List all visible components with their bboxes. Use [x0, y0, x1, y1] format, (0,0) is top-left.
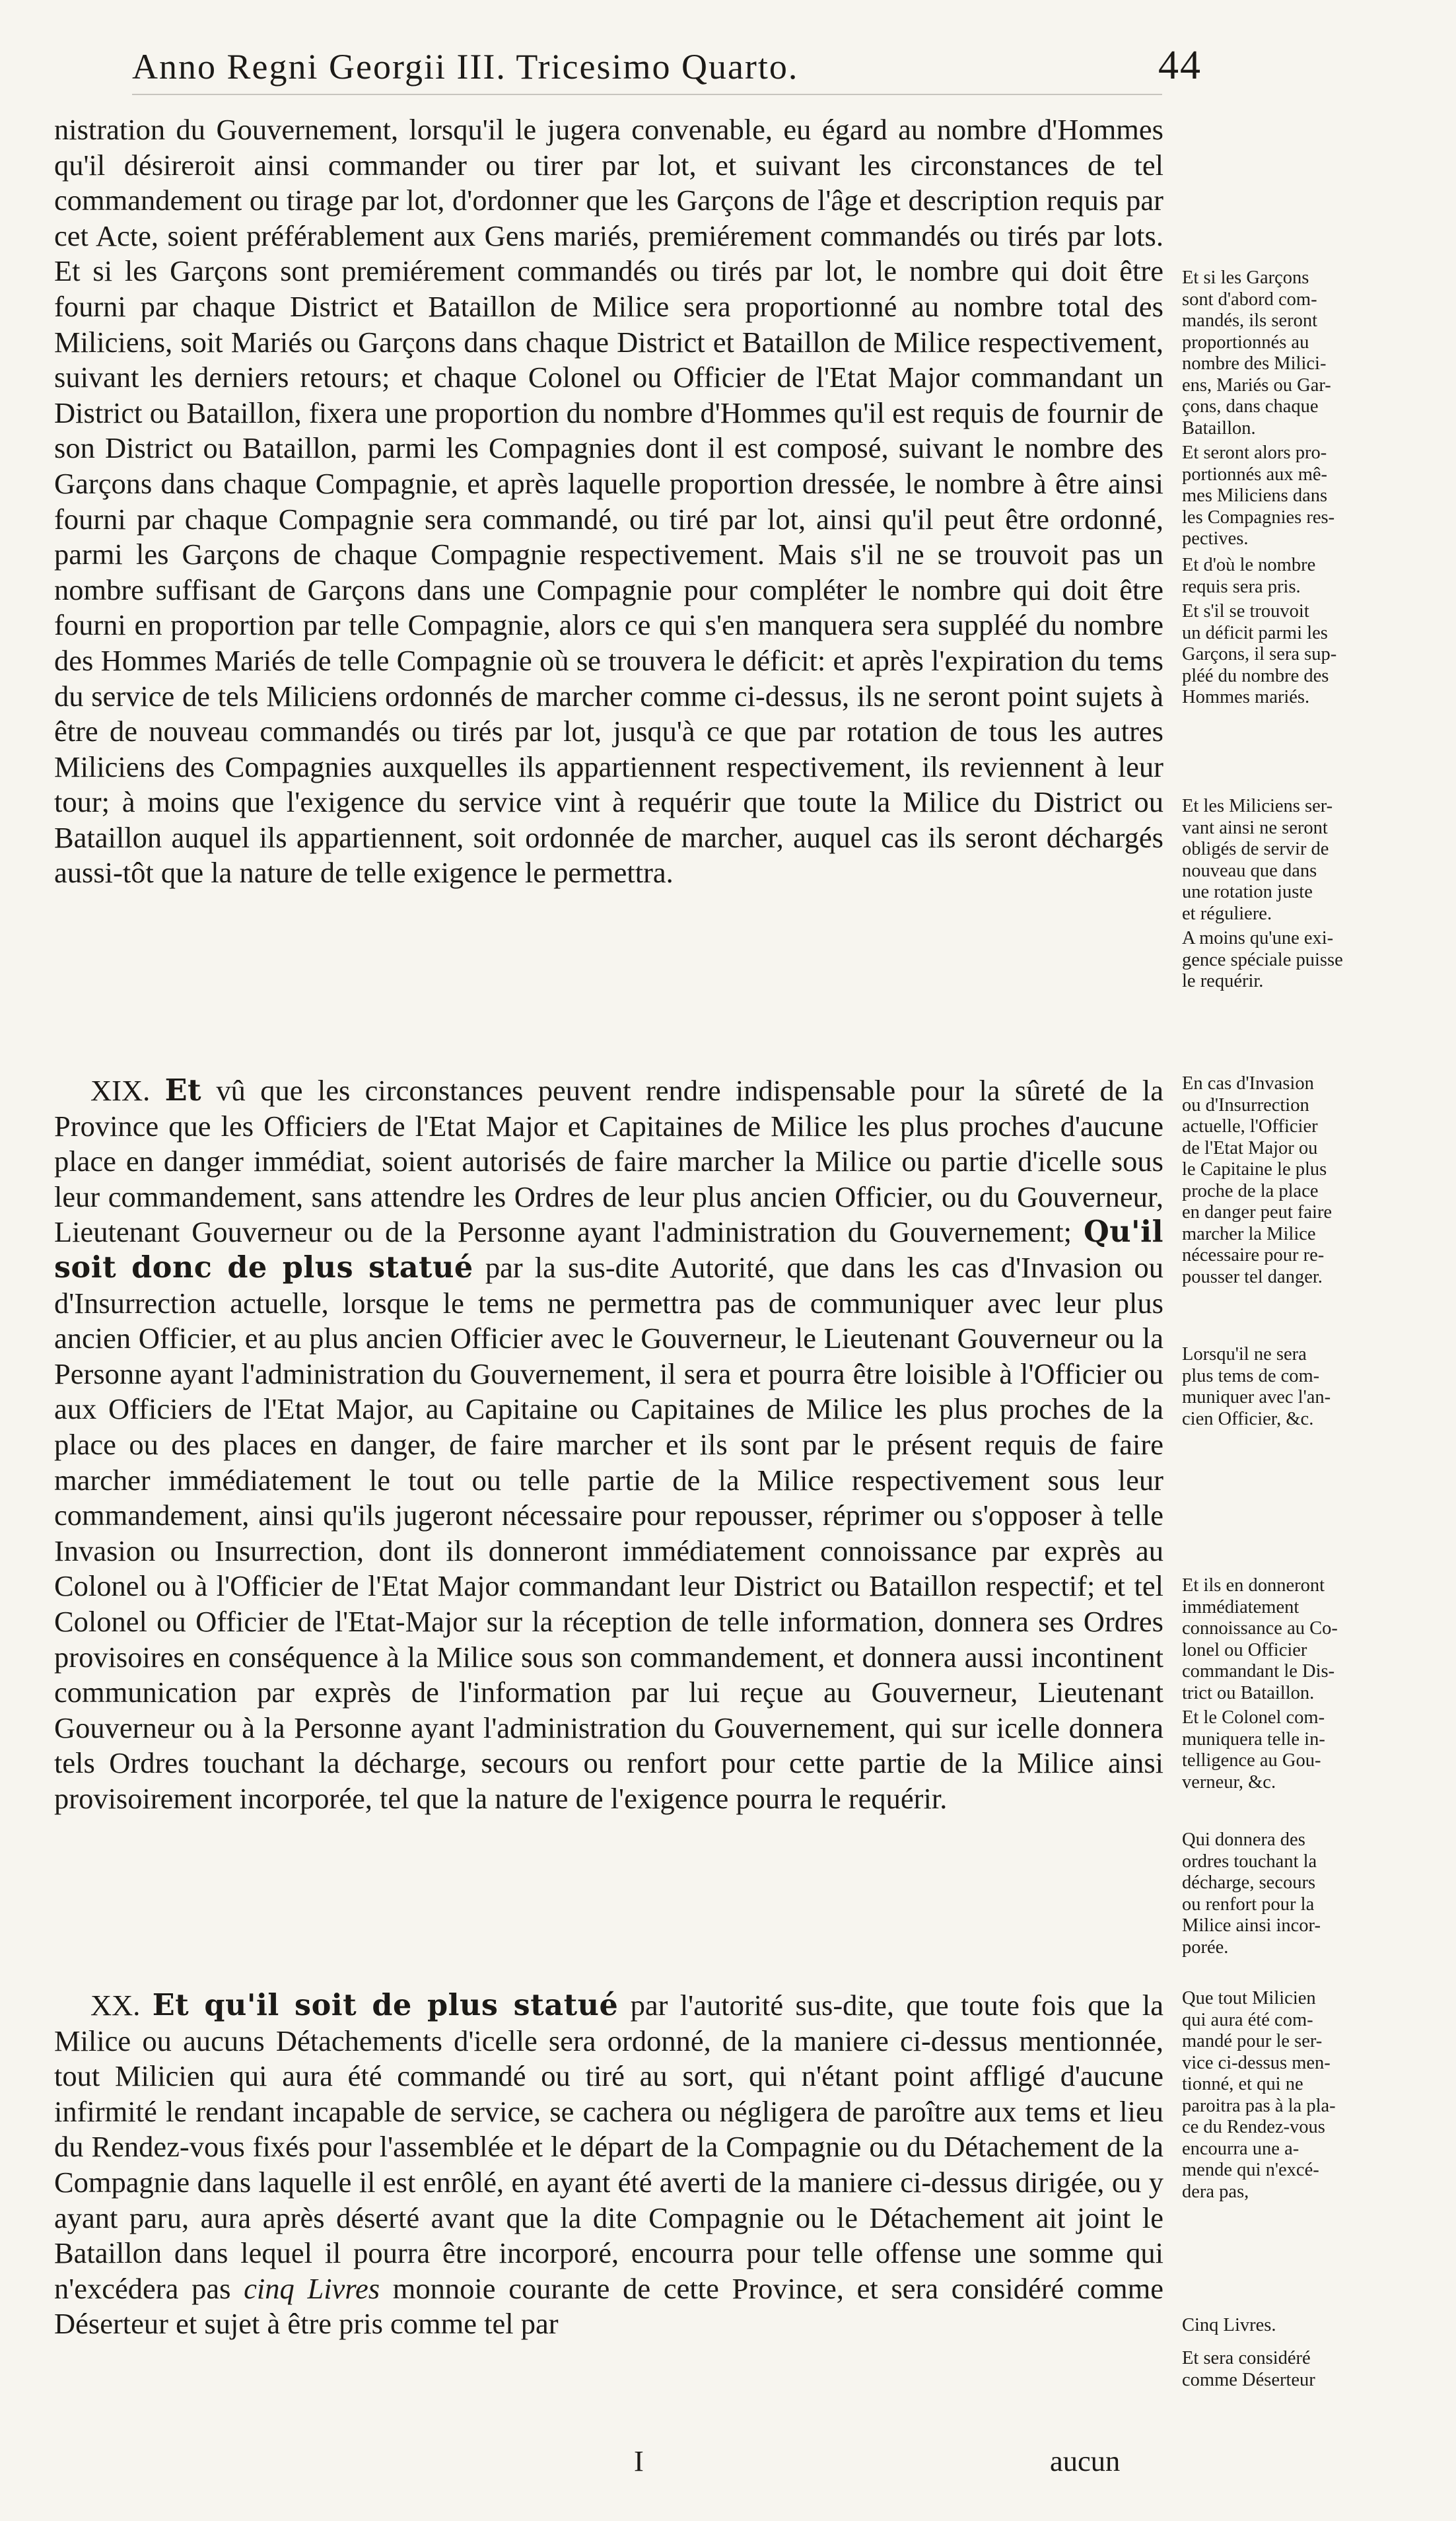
section-xix-paragraph — [54, 1073, 1163, 1816]
section-xx — [54, 1988, 1163, 2444]
sidenote-line: le Capitaine le plus — [1182, 1159, 1327, 1180]
section-xix-text: par la sus-dite Autorité, que dans les cas d'Invasion ou d'Insurrection actuelle, lorsque le tems ne permettra pas de communiquer avec leur plus ancien Officier, et au plus ancien Officier avec le Gouverneur, le Lieutenant Gouverneur ou la Personne ayant l'administration du Gouvernement, il sera et pourra être loisible à l'Officier ou aux Officiers de l'Etat Major, au Capitaine ou Capitaines de Milice les plus proches de la place ou des places en danger, de faire marcher et ils sont par le présent requis de faire marcher immédiatement le tout ou telle partie de la Milice respectivement sous leur commandement, ainsi qu'ils jugeront nécessaire pour repousser, réprimer ou s'opposer à telle Invasion ou Insurrection, dont ils donneront immédiatement connoissance par exprès au Colonel ou à l'Officier de l'Etat Major commandant leur District ou Bataillon respectif; et tel Colonel ou Officier de l'Etat-Major sur la réception de telle information, donnera ses Ordres provisoires en conséquence à la Milice sous son commandement, et donnera aussi incontinent communication par exprès de l'information par lui reçue au Gouverneur, Lieutenant Gouverneur ou à la Personne ayant l'administration du Gouvernement, qui sur icelle donnera tels Ordres touchant la décharge, secours ou renfort pour cette partie de la Milice ainsi provisoirement incorporée, tel que la nature de l'exigence pourra le requérir. — [54, 1250, 1163, 1815]
sidenote-colonel-communique — [1182, 1707, 1406, 1793]
sidenote-connoissance — [1182, 1575, 1406, 1704]
sidenote-line: Hommes mariés. — [1182, 687, 1310, 707]
sidenote-line: Lorsqu'il ne sera — [1182, 1344, 1307, 1365]
sidenote-line: sont d'abord com- — [1182, 289, 1317, 310]
section-xix — [54, 1073, 1163, 1981]
sidenote-line: Et sera considéré — [1182, 2348, 1311, 2368]
sidenote-line: ou d'Insurrection — [1182, 1094, 1309, 1116]
sidenote-line: ce du Rendez-vous — [1182, 2117, 1325, 2137]
sidenote-line: pectives. — [1182, 528, 1249, 549]
sidenote-line: muniquer avec l'an- — [1182, 1387, 1331, 1407]
signature-mark: I — [634, 2444, 644, 2477]
section-xx-enacting-clause: Et qu'il soit de plus statué — [152, 1988, 619, 2022]
sidenote-line: Et le Colonel com- — [1182, 1707, 1325, 1728]
page-number: 44 — [1158, 43, 1202, 88]
sidenote-line: Et si les Garçons — [1182, 267, 1309, 288]
sidenote-line: mes Miliciens dans — [1182, 485, 1328, 506]
section-number-xx: XX. — [90, 1989, 141, 2022]
sidenote-line: muniquera telle in- — [1182, 1728, 1325, 1750]
sidenote-line: trict ou Bataillon. — [1182, 1682, 1315, 1703]
sidenote-line: paroitra pas à la pla- — [1182, 2095, 1336, 2116]
sidenote-garcons-proportion — [1182, 267, 1406, 439]
sidenote-line: Que tout Milicien — [1182, 1988, 1316, 2008]
sidenote-line: nombre des Milici- — [1182, 353, 1327, 374]
sidenote-nombre-requis — [1182, 555, 1406, 598]
running-header — [132, 40, 1202, 92]
sidenote-line: de l'Etat Major ou — [1182, 1137, 1318, 1158]
sidenote-line: verneur, &c. — [1182, 1771, 1276, 1793]
sidenote-line: qui aura été com- — [1182, 2009, 1313, 2030]
sidenote-line: Milice ainsi incor- — [1182, 1915, 1321, 1936]
sidenote-line: Et les Miliciens ser- — [1182, 796, 1333, 816]
catchword: aucun — [1050, 2444, 1121, 2477]
sidenote-cinq-livres — [1182, 2315, 1406, 2337]
sidenote-line: mandé pour le ser- — [1182, 2031, 1323, 2051]
sidenote-line: les Compagnies res- — [1182, 507, 1335, 528]
sidenote-line: mandés, ils seront — [1182, 310, 1318, 331]
sidenote-line: en danger peut faire — [1182, 1202, 1333, 1223]
sidenote-line: actuelle, l'Officier — [1182, 1116, 1318, 1137]
section-number-xix: XIX. — [90, 1074, 151, 1107]
sidenote-line: vant ainsi ne seront — [1182, 817, 1328, 838]
sidenote-line: connoissance au Co- — [1182, 1618, 1338, 1639]
sidenote-line: En cas d'Invasion — [1182, 1073, 1314, 1094]
sidenote-line: nouveau que dans — [1182, 860, 1317, 881]
main-text-continuation — [54, 112, 1163, 1040]
sidenote-line: proportionnés au — [1182, 332, 1309, 353]
sidenote-line: une rotation juste — [1182, 882, 1313, 902]
sidenote-line: mende qui n'excé- — [1182, 2160, 1319, 2180]
section-xx-text: par l'autorité sus-dite, que toute fois que la Milice ou aucuns Détachements d'icelle sera ordonné, de la maniere ci-dessus mentionnée, tout Milicien qui aura été commandé ou tiré au sort, qui n'étant point affligé d'aucune infirmité le rendant incapable de service, se cachera ou négligera de paroître aux tems et lieu du Rendez-vous fixés pour l'assemblée et le départ de la Compagnie ou du Détachement de la Compagnie dans laquelle il est enrôlé, en ayant été averti de la maniere ci-dessus dirigée, ou y ayant paru, aura après déserté avant que la dite Compagnie ou le Détachement ait joint le Bataillon dans lequel il pourra être incorporé, encourra pour telle offense une somme qui n'excédera pas — [54, 1989, 1164, 2305]
sidenote-line: telligence au Gou- — [1182, 1750, 1321, 1771]
sidenote-line: cien Officier, &c. — [1182, 1408, 1314, 1429]
sidenote-line: gence spéciale puisse — [1182, 949, 1343, 970]
sidenote-line: Et ils en donneront — [1182, 1575, 1325, 1596]
sidenote-ordres-decharge — [1182, 1829, 1406, 1958]
section-xx-paragraph — [54, 1988, 1163, 2342]
sidenote-line: plus tems de com- — [1182, 1365, 1320, 1386]
sidenote-line: Garçons, il sera sup- — [1182, 644, 1337, 664]
sidenote-line: vice ci-dessus men- — [1182, 2052, 1331, 2073]
sidenote-line: proche de la place — [1182, 1180, 1319, 1201]
sidenote-line: Qui donnera des — [1182, 1829, 1305, 1850]
sidenote-line: pousser tel danger. — [1182, 1266, 1323, 1287]
sidenote-line: ou renfort pour la — [1182, 1894, 1315, 1915]
section-xix-intro: Et — [164, 1073, 202, 1108]
sidenote-exigence — [1182, 928, 1406, 993]
sidenote-line: décharge, secours — [1182, 1872, 1316, 1893]
sidenote-line: Cinq Livres. — [1182, 2315, 1276, 2335]
sidenote-line: dera pas, — [1182, 2181, 1249, 2202]
sidenote-line: requis sera pris. — [1182, 576, 1301, 597]
section-xix-preamble: vû que les circonstances peuvent rendre indispensable pour la sûreté de la Province que les Officiers de l'Etat Major et Capitaines de Milice les plus proches d'aucune place en danger immédiat, soient autorisés de faire marcher la Milice ou partie d'icelle sous leur commandement, sans attendre les Ordres de leur plus ancien Officier, ou du Gouverneur, Lieutenant Gouverneur ou de la Personne ayant l'administration du Gouvernement; — [54, 1074, 1163, 1249]
sidenote-line: immédiatement — [1182, 1596, 1300, 1617]
sidenote-line: ordres touchant la — [1182, 1851, 1317, 1872]
paragraph-continued: nistration du Gouvernement, lorsqu'il le jugera convenable, eu égard au nombre d'Hommes qu'il désireroit ainsi commander ou tirer par lot, et suivant les circonstances de tel commandement ou tirage par lot, d'ordonner que les Garçons de l'âge et description requis par cet Acte, soient préférablement aux Gens mariés, premiérement commandés ou tirés par lots. Et si les Garçons sont premiérement commandés ou tirés par lot, le nombre qui doit être fourni par chaque District et Bataillon de Milice sera proportionné au nombre total des Miliciens, soit Mariés ou Garçons dans chaque District et Bataillon de Milice respectivement, suivant les derniers retours; et chaque Colonel ou Officier de l'Etat Major commandant un District ou Bataillon, fixera une proportion du nombre d'Hommes qu'il est requis de fournir de son District ou Bataillon, parmi les Compagnies dont il est composé, suivant le nombre des Garçons dans chaque Compagnie, et après laquelle proportion dressée, le nombre à être ainsi fourni par chaque Compagnie sera commandé, ou tiré par lot, ainsi qu'il peut être ordonné, parmi les Garçons de chaque Compagnie respectivement. Mais s'il ne se trouvoit pas un nombre suffisant de Garçons dans une Compagnie pour compléter le nombre qui doit être fourni en proportion par telle Compagnie, alors ce qui s'en manquera sera suppléé du nombre des Hommes Mariés de telle Compagnie où se trouvera le déficit: et après l'expiration du tems du service de tels Miliciens ordonnés de marcher comme ci-dessus, ils ne seront point sujets à être de nouveau commandés ou tirés par lot, jusqu'à ce que par rotation de tous les autres Miliciens des Compagnies auxquelles ils appartiennent respectivement, ils reviennent à leur tour; à moins que l'exigence du service vint à requérir que toute la Milice du District ou Bataillon auquel ils appartiennent, soit ordonnée de marcher, auquel cas ils seront déchargés aussi-tôt que la nature de telle exigence le permettra. — [54, 113, 1163, 890]
sidenote-line: pléé du nombre des — [1182, 665, 1329, 686]
sidenote-rotation — [1182, 796, 1406, 925]
sidenote-line: porée. — [1182, 1936, 1229, 1958]
sidenote-line: obligés de servir de — [1182, 839, 1329, 859]
running-title: Anno Regni Georgii III. Tricesimo Quarto. — [132, 47, 799, 87]
sidenote-line: Et seront alors pro- — [1182, 443, 1327, 463]
sidenote-ancien-officier — [1182, 1344, 1406, 1430]
sidenote-line: lonel ou Officier — [1182, 1639, 1307, 1660]
sidenote-line: A moins qu'une exi- — [1182, 928, 1334, 948]
section-xix-enacting-clause: Qu'il soit donc de plus statué — [54, 1215, 1163, 1285]
sidenote-line: Et s'il se trouvoit — [1182, 601, 1309, 621]
sidenote-line: çons, dans chaque — [1182, 396, 1319, 417]
sidenote-line: commandant le Dis- — [1182, 1661, 1335, 1682]
sidenote-line: Et d'où le nombre — [1182, 555, 1316, 575]
header-rule — [132, 94, 1162, 95]
sidenote-line: nécessaire pour re- — [1182, 1245, 1325, 1265]
sidenote-line: Bataillon. — [1182, 417, 1256, 439]
sidenote-line: tionné, et qui ne — [1182, 2074, 1303, 2094]
sidenote-deserteur — [1182, 2348, 1406, 2391]
sidenote-line: marcher la Milice — [1182, 1223, 1316, 1244]
sidenote-line: portionnés aux mê- — [1182, 464, 1328, 485]
sidenote-compagnies — [1182, 443, 1406, 550]
sidenote-deficit — [1182, 601, 1406, 709]
section-xx-penalty-amount: cinq Livres — [244, 2271, 380, 2305]
sidenote-invasion — [1182, 1073, 1406, 1288]
section-xx-text-end: monnoie courante de cette Province, et sera considéré comme Déserteur et sujet à être pris comme tel par — [54, 2271, 1164, 2341]
sidenote-line: le requérir. — [1182, 971, 1264, 991]
sidenote-line: encourra une a- — [1182, 2138, 1300, 2159]
sidenote-line: un déficit parmi les — [1182, 622, 1328, 643]
sidenote-line: ens, Mariés ou Gar- — [1182, 374, 1331, 396]
sidenote-line: et réguliere. — [1182, 903, 1272, 924]
sidenote-amende — [1182, 1988, 1406, 2203]
sidenote-line: comme Déserteur — [1182, 2369, 1315, 2390]
